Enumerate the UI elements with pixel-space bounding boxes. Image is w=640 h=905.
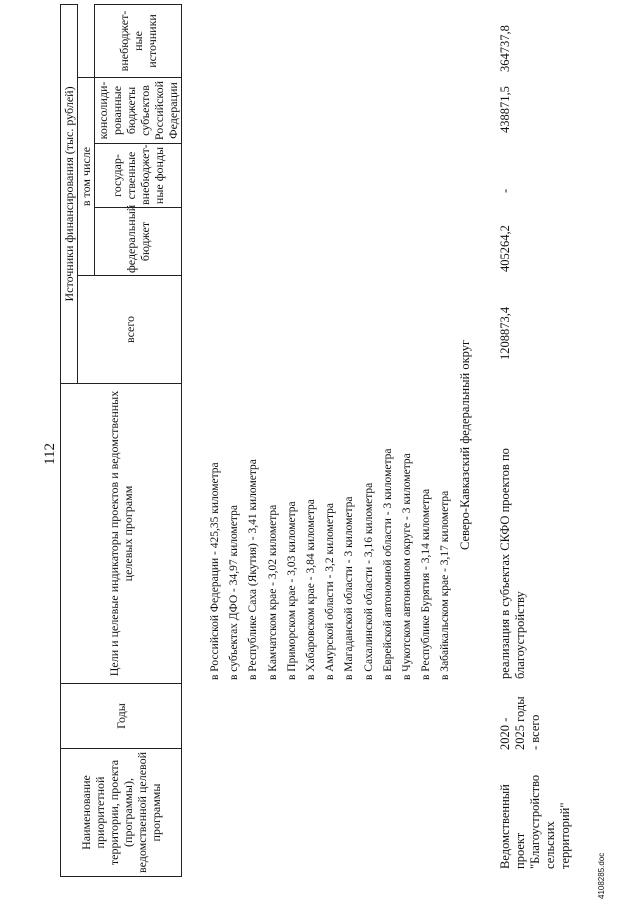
row-state-funds: - — [498, 188, 512, 193]
header-federal: федеральный бюджет — [95, 208, 182, 276]
doc-id: 4108285.doc — [597, 852, 606, 899]
indicator-line: в Сахалинской области - 3,16 километра — [362, 482, 375, 680]
row-name: Ведомственный проект "Благоустройство сельских территорий" — [498, 774, 572, 869]
header-table — [60, 4, 182, 877]
row-years: 2020 - 2025 годы - всего — [498, 696, 542, 750]
header-name: Наименование приоритетной территории, проекта (программы), ведомственной целевой программы — [61, 749, 182, 877]
indicator-line: в Магаданской области - 3 километра — [343, 496, 356, 680]
indicator-list — [206, 449, 456, 680]
header-goals: Цели и целевые индикаторы проектов и ведомственных целевых программ — [61, 384, 182, 684]
row-goal: реализация в субъектах СКФО проектов по благоустройству — [498, 448, 527, 679]
indicator-line: в Амурской области - 3,2 километра — [324, 503, 337, 680]
header-sources: Источники финансирования (тыс. рублей) — [61, 4, 78, 383]
header-total: всего — [78, 276, 182, 384]
row-federal: 405264,2 — [498, 225, 512, 272]
header-consolidated: консолиди-рованные бюджеты субъектов Российской Федерации — [95, 78, 182, 144]
header-incl: в том числе — [78, 78, 95, 276]
indicator-line: в Хабаровском крае - 3,84 километра — [305, 499, 318, 680]
indicator-line: в Российской Федерации - 425,35 километра — [209, 462, 221, 680]
indicator-line: в Чукотском автономном округе - 3 километра — [401, 453, 414, 680]
row-total: 1208873,4 — [498, 306, 512, 360]
indicator-line: в Приморском крае - 3,03 километра — [285, 501, 298, 680]
header-extrabudget: внебюджет-ные источники — [95, 4, 182, 77]
header-state-funds: государ-ственные внебюджет-ные фонды — [95, 144, 182, 208]
indicator-line: в Республике Саха (Якутия) - 3,41 километра — [247, 459, 260, 680]
indicator-line: в субъектах ДФО - 34,97 километра — [228, 505, 241, 680]
header-blank — [78, 4, 95, 77]
page-number: 112 — [42, 443, 58, 465]
indicator-line: в Еврейской автономной области - 3 километра — [381, 448, 394, 680]
row-consolidated: 438871,5 — [498, 86, 512, 133]
row-extrabudget: 364737,8 — [498, 25, 512, 72]
header-years: Годы — [61, 684, 182, 749]
indicator-line: в Камчатском крае - 3,02 километра — [266, 504, 279, 680]
indicator-line: в Республике Бурятия - 3,14 километра — [420, 488, 433, 680]
indicator-line: в Забайкальском крае - 3,17 километра — [439, 490, 452, 680]
district-title: Северо-Кавказский федеральный округ — [458, 339, 472, 550]
